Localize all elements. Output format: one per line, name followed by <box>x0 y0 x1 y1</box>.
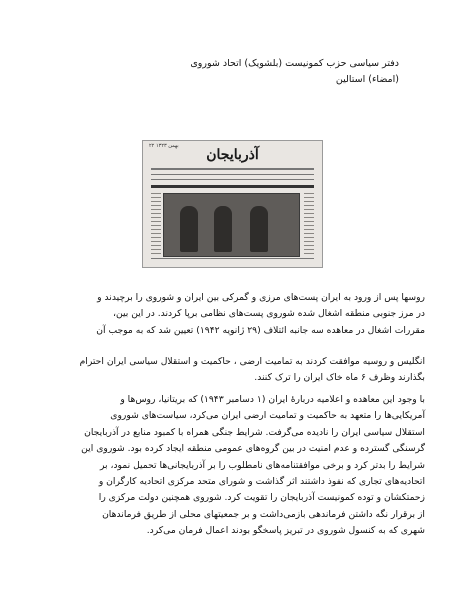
photo-figure <box>214 206 232 252</box>
photo-figure <box>250 206 268 252</box>
text-line: روسها پس از ورود به ایران پست‌های مرزی و گمرکی بین ایران و شوروی را برچیدند و <box>97 292 425 303</box>
text-line: گرسنگی گسترده و عدم امنیت در بین گروه‌های عمومی منطقه ایجاد کرده بود. شوروی این <box>81 443 425 455</box>
clipping-text-column <box>151 193 161 255</box>
text-line: از برقرار نگه داشتن فرماندهی بازمی‌داشت و بر جمعیتهای محلی از طریق فرماندهان <box>102 508 425 520</box>
newspaper-clipping-image <box>142 140 323 268</box>
heading-line-2: (امضاء) استالین <box>335 74 399 85</box>
clipping-rule <box>151 168 314 170</box>
clipping-masthead: آذربایجان <box>206 147 259 163</box>
text-line: در مرز جنوبی منطقه اشغال شده شوروی پست‌های نظامی برپا کردند. در این بین، <box>113 308 425 320</box>
text-line: زحمتکشان و توده کمونیست آذربایجان را تقویت کرد. شوروی همچنین دولت مرکزی را <box>98 492 425 504</box>
text-line: اتحادیه‌های تجاری که نفوذ داشتند اثر گذاشت و شورای متحد مرکزی اتحادیه کارگران و <box>98 476 425 488</box>
text-line: بگذارند وظرف ۶ ماه خاک ایران را ترک کنند. <box>254 372 425 384</box>
text-line: انگلیس و روسیه موافقت کردند به تمامیت ارضی ، حاکمیت و استقلال سیاسی ایران احترام <box>79 356 425 367</box>
text-line: آمریکایی‌ها را متعهد به حاکمیت و تمامیت ارضی ایران می‌کرد، سیاست‌های شوروی <box>110 410 425 422</box>
paragraph-3 <box>38 392 425 540</box>
heading-line-1: دفتر سیاسی حزب کمونیست (بلشویک) اتحاد شوروی <box>190 58 399 69</box>
clipping-headline-bar <box>151 185 314 188</box>
paragraph-1 <box>38 290 425 339</box>
clipping-headline-line <box>151 174 314 175</box>
text-line: استقلال سیاسی ایران را نادیده می‌گرفت. شرایط جنگی همراه با کمبود منابع در آذربایجان <box>84 426 425 438</box>
clipping-caption-line <box>151 258 314 259</box>
clipping-headline-line <box>151 179 314 180</box>
clipping-date: ۲۲ بهمن ۱۳۲۳ <box>149 143 179 149</box>
paragraph-2 <box>38 354 425 387</box>
text-line: مقررات اشغال در معاهده سه جانبه ائتلاف (۲۹ ژانویه ۱۹۴۲) تعیین شد که به موجب آن <box>96 324 425 336</box>
clipping-text-column <box>304 193 314 255</box>
text-line: شهری که به کنسول شوروی در تبریز پاسخگو بودند اعمال فرمان می‌کرد. <box>146 525 425 537</box>
photo-figure <box>180 206 198 252</box>
text-line: شرایط را بدتر کرد و برخی موافقتنامه‌های نامطلوب را بر آذربایجانی‌ها تحمیل نمود، بر <box>99 459 425 471</box>
document-heading <box>99 56 399 88</box>
clipping-photo <box>163 193 300 257</box>
text-line: با وجود این معاهده و اعلامیه دربارهٔ ایران (۱ دسامبر ۱۹۴۳) که بریتانیا، روس‌ها و <box>120 394 425 405</box>
